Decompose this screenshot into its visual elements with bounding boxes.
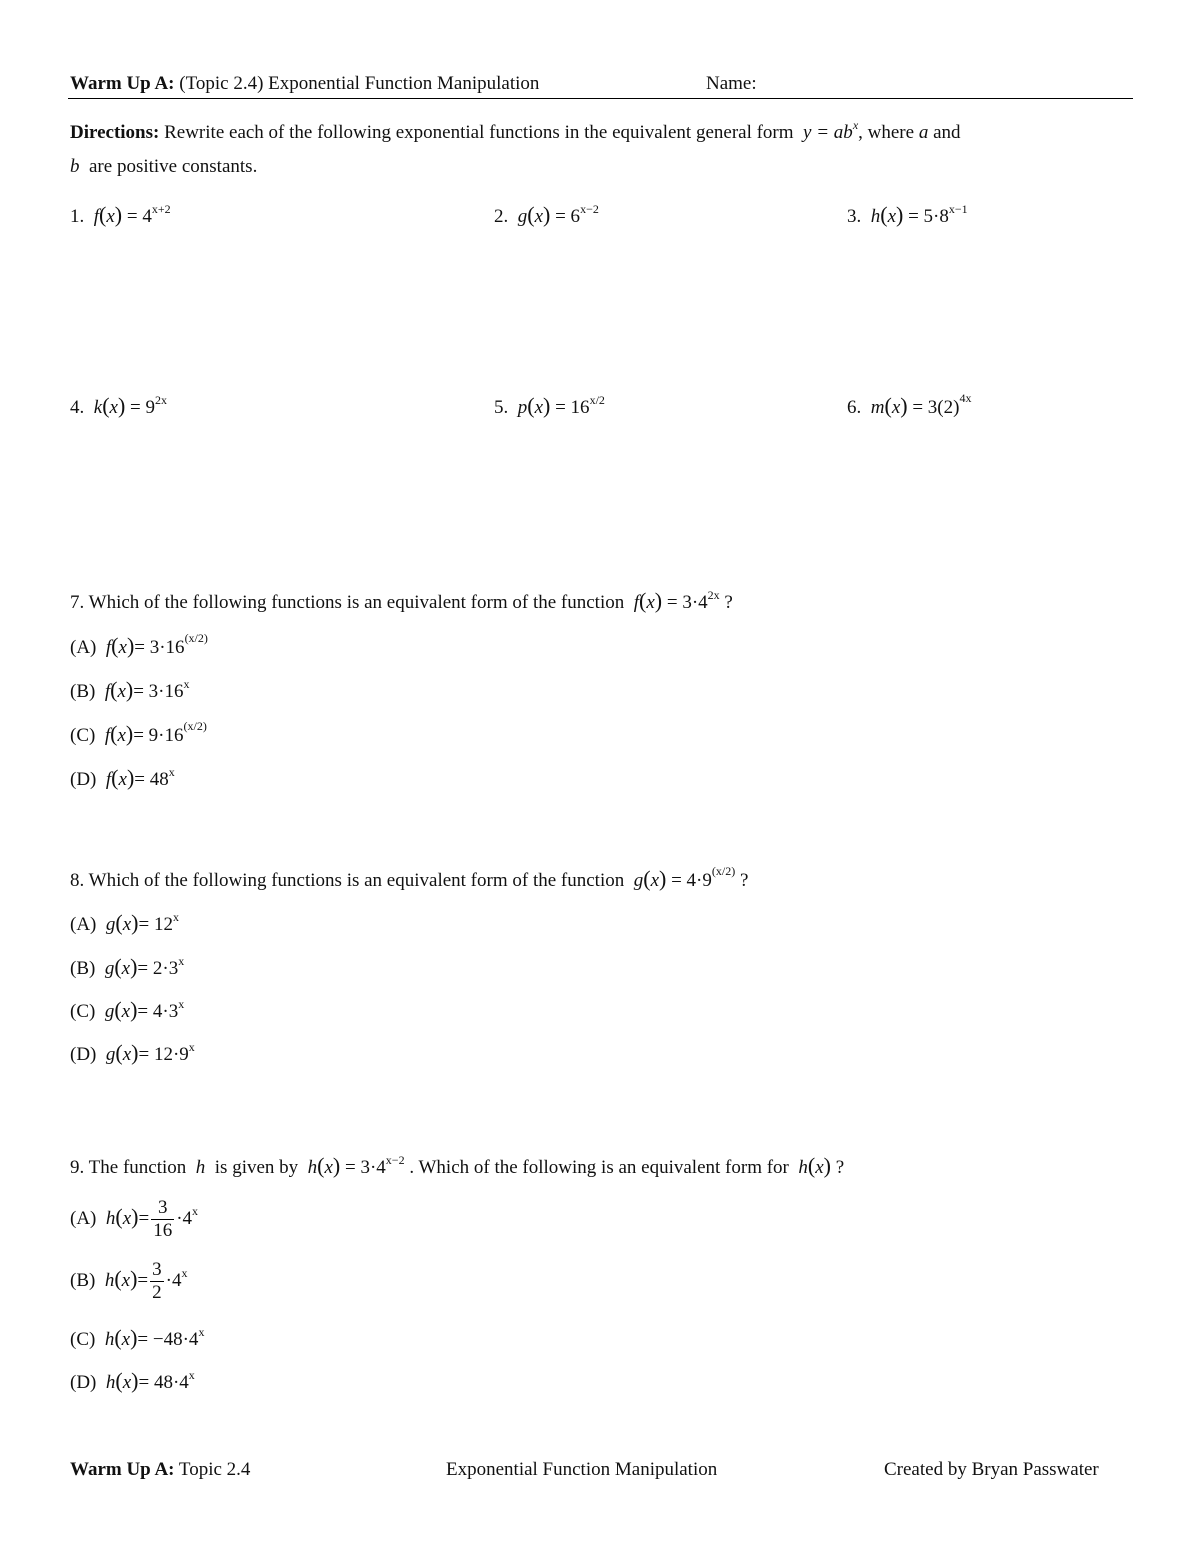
function-var: x xyxy=(650,870,659,891)
problem-6: 6. $m(x) = 3(2)^{4x}$ xyxy=(847,391,972,418)
var-b: b xyxy=(70,156,80,177)
choice-label: (C) xyxy=(70,725,96,746)
general-form-base: y = ab xyxy=(803,122,853,143)
function-name: g xyxy=(517,206,528,227)
choice-label: (A) xyxy=(70,637,97,658)
question-7: 7. Which of the following functions is an equivalent form of the function $f(x) = 3\cdot 4^{2x}$ ? xyxy=(70,588,733,613)
choice-label: (C) xyxy=(70,1329,96,1350)
function-exp: x xyxy=(188,1040,195,1054)
question-mark: ? xyxy=(724,592,733,613)
function-exp: x xyxy=(168,765,175,779)
choice-label: (A) xyxy=(70,1207,97,1229)
problem-1: 1. $f(x) = 4^{x+2}$ xyxy=(70,202,171,227)
q9-choice-c[interactable]: (C) $h(x)= -48\cdot 4^x$ xyxy=(70,1325,205,1350)
fraction-numerator: 3 xyxy=(152,1259,162,1280)
function-var: x xyxy=(815,1157,824,1178)
function-rhs: = 6 xyxy=(555,206,581,227)
function-name: k xyxy=(93,397,103,418)
function-name: h xyxy=(307,1157,318,1178)
title-bold: Warm Up A: xyxy=(70,73,175,94)
function-name: h xyxy=(798,1157,808,1178)
directions-label: Directions: xyxy=(70,122,160,143)
function-name: f xyxy=(104,725,111,746)
function-name: h xyxy=(105,1372,116,1393)
question-prompt: 8. Which of the following functions is an equivalent form of the function xyxy=(70,870,625,891)
function-name: h xyxy=(105,1207,116,1229)
function-exp: x−1 xyxy=(948,202,968,216)
function-name: h xyxy=(870,206,881,227)
function-exp: 2x xyxy=(707,588,720,602)
function-exp: (x/2) xyxy=(184,631,208,645)
directions-and: and xyxy=(933,122,961,143)
function-exp: x xyxy=(192,1203,199,1218)
question-prompt-2: is given by xyxy=(214,1157,299,1178)
problem-3: 3. $h(x) = 5\cdot 8^{x-1}$ xyxy=(847,202,968,227)
function-exp: x−2 xyxy=(580,202,599,216)
fraction-denominator: 2 xyxy=(152,1282,162,1303)
question-8: 8. Which of the following functions is an equivalent form of the function $g(x) = 4\cdot 9^{(x/2)}$ ? xyxy=(70,864,749,891)
problem-number: 4. xyxy=(70,397,85,418)
choice-label: (A) xyxy=(70,914,97,935)
var-a: a xyxy=(918,122,929,143)
function-exp: x−2 xyxy=(385,1153,405,1167)
problem-4: 4. $k(x) = 9^{2x}$ xyxy=(70,393,167,418)
title-rest: (Topic 2.4) Exponential Function Manipulation xyxy=(179,73,540,94)
directions-end: are positive constants. xyxy=(89,156,258,177)
general-form xyxy=(803,118,859,143)
function-rhs: = 4 xyxy=(126,206,152,227)
q8-choice-d[interactable]: (D) $g(x)= 12\cdot 9^x$ xyxy=(70,1040,195,1065)
function-var: x xyxy=(118,769,127,790)
directions-where: , where xyxy=(858,122,915,143)
function-exp: x xyxy=(178,997,185,1011)
directions-line-1 xyxy=(70,118,961,144)
function-rhs: ·4 xyxy=(165,1269,182,1291)
choice-label: (D) xyxy=(70,769,97,790)
function-rhs: = 9·16 xyxy=(133,725,184,746)
function-rhs: = 9 xyxy=(130,397,155,418)
function-var: x xyxy=(117,681,126,702)
directions-line-2 xyxy=(70,156,257,178)
q7-choice-c[interactable]: (C) $f(x)= 9\cdot 16^{(x/2)}$ xyxy=(70,719,207,746)
q9-choice-b[interactable]: (B) h(x)= $\frac{3}{2}$ $\cdot 4^x$ xyxy=(70,1259,188,1303)
function-var: x xyxy=(121,1001,131,1022)
problem-number: 1. xyxy=(70,206,85,227)
function-name: f xyxy=(105,637,112,658)
function-exp: x xyxy=(188,1368,195,1382)
function-var: x xyxy=(122,1044,132,1065)
function-rhs: = 4·3 xyxy=(137,1001,179,1022)
problem-number: 3. xyxy=(847,206,862,227)
q9-choice-d[interactable]: (D) $h(x)= 48\cdot 4^x$ xyxy=(70,1368,195,1393)
worksheet-title xyxy=(70,73,539,95)
header-rule xyxy=(68,98,1133,99)
function-rhs: = 3·16 xyxy=(133,681,184,702)
footer-topic: Topic 2.4 xyxy=(178,1459,251,1480)
fraction xyxy=(150,1259,164,1304)
function-rhs: = 3·4 xyxy=(345,1157,386,1178)
function-var: x xyxy=(117,725,126,746)
choice-label: (B) xyxy=(70,681,96,702)
function-var: x xyxy=(646,592,655,613)
directions-text: Rewrite each of the following exponential functions in the equivalent general form xyxy=(164,122,794,143)
function-var: x xyxy=(324,1157,333,1178)
fraction xyxy=(151,1197,174,1242)
function-rhs: = 2·3 xyxy=(137,958,179,979)
function-exp: (x/2) xyxy=(183,719,207,733)
function-rhs: = 3·16 xyxy=(134,637,185,658)
footer-center: Exponential Function Manipulation xyxy=(446,1459,718,1480)
function-name: m xyxy=(870,397,885,418)
fraction-denominator: 16 xyxy=(153,1220,173,1241)
function-var: x xyxy=(106,206,115,227)
problem-2: 2. $g(x) = 6^{x-2}$ xyxy=(494,202,599,227)
function-rhs: = 12 xyxy=(138,914,173,935)
function-name: p xyxy=(517,397,528,418)
function-name: g xyxy=(104,1001,115,1022)
question-mark: ? xyxy=(835,1157,845,1178)
function-exp: x xyxy=(183,677,190,691)
function-exp: (x/2) xyxy=(711,864,736,878)
question-prompt-3: . Which of the following is an equivalent form for xyxy=(409,1157,789,1178)
choice-label: (D) xyxy=(70,1044,97,1065)
function-exp: 4x xyxy=(959,391,972,405)
fraction-numerator: 3 xyxy=(157,1197,168,1218)
function-name: g xyxy=(633,870,644,891)
function-exp: x/2 xyxy=(589,393,605,407)
function-name: f xyxy=(93,206,100,227)
equals-sign: = xyxy=(138,1207,150,1229)
function-rhs: = 5·8 xyxy=(908,206,949,227)
function-var: x xyxy=(534,206,544,227)
function-name: f xyxy=(105,769,112,790)
function-exp: x xyxy=(178,954,185,968)
function-var: x xyxy=(891,397,901,418)
function-rhs: = 16 xyxy=(555,397,590,418)
function-var: x xyxy=(122,914,132,935)
problem-number: 2. xyxy=(494,206,509,227)
problem-number: 6. xyxy=(847,397,862,418)
problem-number: 5. xyxy=(494,397,509,418)
footer-right: Created by Bryan Passwater xyxy=(884,1459,1099,1480)
function-name: h xyxy=(104,1329,115,1350)
problem-5: 5. $p(x) = 16^{x/2}$ xyxy=(494,393,605,418)
function-var: x xyxy=(121,958,131,979)
function-rhs: = 3·4 xyxy=(666,592,708,613)
footer-left xyxy=(70,1459,250,1481)
general-form-exp: x xyxy=(852,118,859,132)
function-name: f xyxy=(633,592,640,613)
function-rhs: = 3(2) xyxy=(912,397,960,418)
function-var: x xyxy=(122,1207,132,1229)
function-rhs: = 48 xyxy=(134,769,169,790)
function-name: f xyxy=(104,681,111,702)
function-var: x xyxy=(122,1372,132,1393)
function-rhs: = −48·4 xyxy=(137,1329,199,1350)
q8-choice-a[interactable]: (A) $g(x)= 12^x$ xyxy=(70,910,179,935)
function-exp: 2x xyxy=(155,393,167,407)
function-exp: x+2 xyxy=(151,202,171,216)
function-rhs: = 12·9 xyxy=(138,1044,189,1065)
q9-choice-a[interactable]: (A) h(x)= $\frac{3}{16}$ $\cdot 4^x$ xyxy=(70,1197,199,1241)
choice-label: (D) xyxy=(70,1372,97,1393)
function-rhs: ·4 xyxy=(176,1207,193,1229)
q8-choice-c[interactable]: (C) $g(x)= 4\cdot 3^x$ xyxy=(70,997,185,1022)
function-name: g xyxy=(105,1044,116,1065)
q8-choice-b[interactable]: (B) $g(x)= 2\cdot 3^x$ xyxy=(70,954,185,979)
equals-sign: = xyxy=(137,1269,149,1291)
q7-choice-b[interactable]: (B) $f(x)= 3\cdot 16^x$ xyxy=(70,677,190,702)
function-name: h xyxy=(104,1269,115,1291)
choice-label: (C) xyxy=(70,1001,96,1022)
function-rhs: = 48·4 xyxy=(138,1372,189,1393)
q7-choice-d[interactable]: (D) $f(x)= 48^x$ xyxy=(70,765,175,790)
function-exp: x xyxy=(198,1325,205,1339)
question-9: 9. The function h is given by $h(x) = 3\cdot 4^{x-2}$ . Which of the following is an equivalent form for h(x) ? xyxy=(70,1153,845,1178)
function-var: x xyxy=(121,1269,131,1291)
function-rhs: = 4·9 xyxy=(671,870,712,891)
q7-choice-a[interactable]: (A) $f(x)= 3\cdot 16^{(x/2)}$ xyxy=(70,631,208,658)
function-exp: x xyxy=(181,1265,188,1280)
function-exp: x xyxy=(172,910,179,924)
footer-bold: Warm Up A: xyxy=(70,1459,175,1480)
function-name: g xyxy=(105,914,116,935)
function-name-ref: h xyxy=(195,1157,206,1178)
function-var: x xyxy=(121,1329,131,1350)
function-var: x xyxy=(118,637,127,658)
function-name: g xyxy=(104,958,115,979)
name-label: Name: xyxy=(706,73,757,94)
question-prompt: 7. Which of the following functions is an equivalent form of the function xyxy=(70,592,625,613)
function-var: x xyxy=(887,206,897,227)
function-var: x xyxy=(109,397,118,418)
choice-label: (B) xyxy=(70,958,96,979)
question-mark: ? xyxy=(739,870,749,891)
function-var: x xyxy=(534,397,544,418)
choice-label: (B) xyxy=(70,1269,96,1291)
question-prompt: 9. The function xyxy=(70,1157,187,1178)
